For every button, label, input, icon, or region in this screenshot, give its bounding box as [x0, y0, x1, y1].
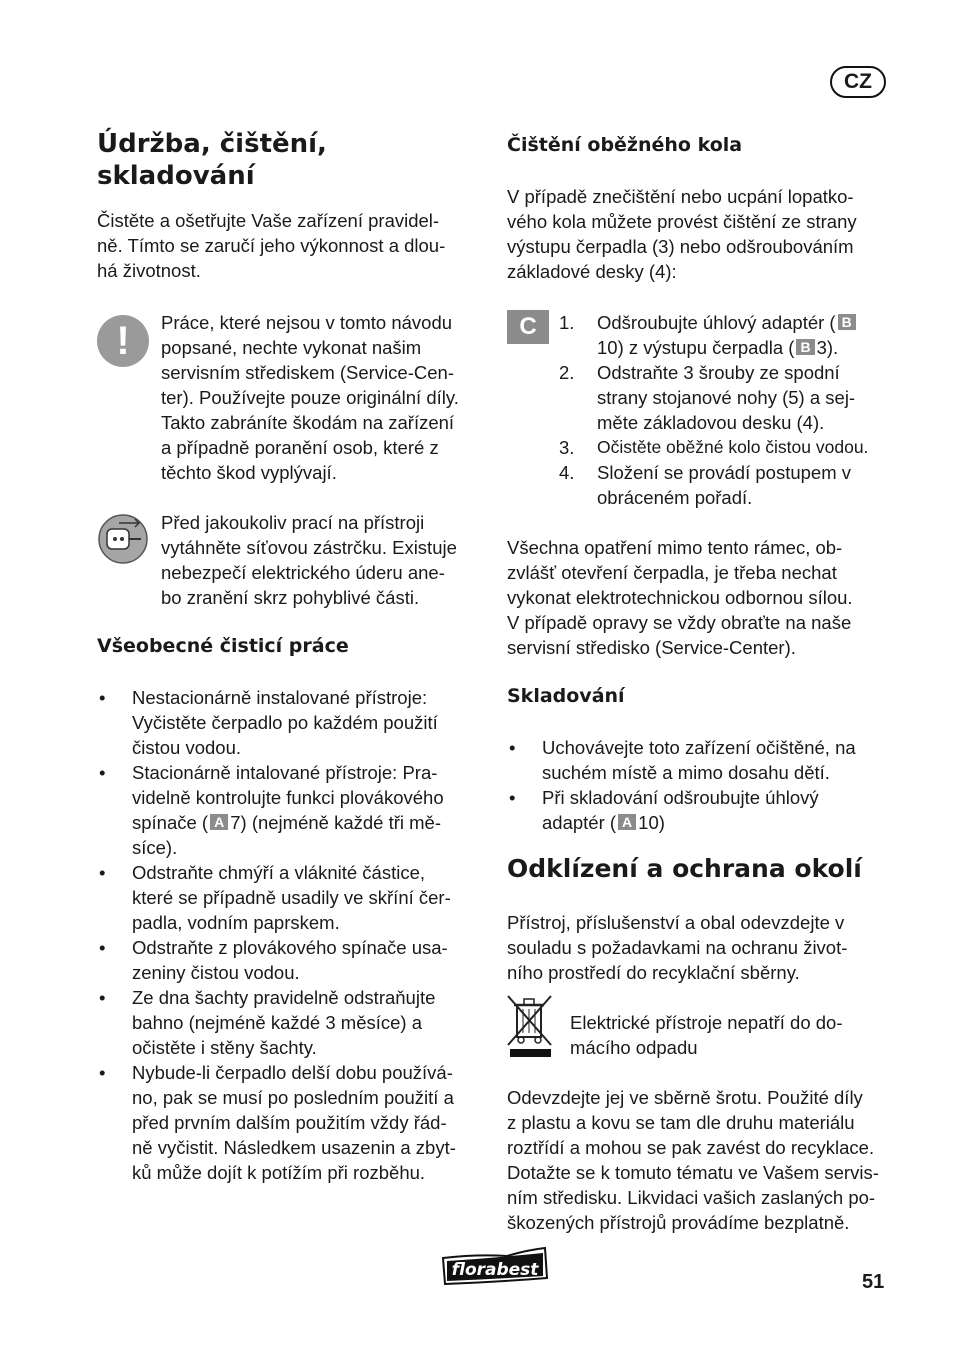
impeller-cleaning-heading: Čištění oběžného kola: [507, 134, 743, 156]
text-line: vého kola můžete provést čištění ze strany: [507, 211, 857, 232]
text-line: zvlášť otevření čerpadla, je třeba nechat: [507, 562, 837, 583]
text-line: ně vyčistit. Následkem usazenin a zbyt-: [132, 1137, 456, 1158]
text-line: • Odstraňte z plovákového spínače usa-: [132, 937, 448, 958]
text-line: V případě znečištění nebo ucpání lopatko-: [507, 186, 854, 207]
step-number: 3.: [559, 437, 575, 458]
text-line: strany stojanové nohy (5) a sej-: [597, 387, 856, 408]
step-number: 2.: [559, 362, 575, 383]
text-span: Odšroubujte úhlový adaptér (: [597, 312, 836, 333]
unplug-icon: [97, 513, 149, 565]
text-line: Odevzdejte jej ve sběrně šrotu. Použité díly: [507, 1087, 863, 1108]
text-line: Práce, které nejsou v tomto návodu: [161, 312, 453, 333]
text-line: videlně kontrolujte funkci plovákového: [132, 787, 444, 808]
text-line: Všechna opatření mimo tento rámec, ob-: [507, 537, 843, 558]
text-line: no, pak se musí po posledním použití a: [132, 1087, 454, 1108]
text-line: bahno (nejméně každé 3 měsíce) a: [132, 1012, 423, 1033]
text-line: ter). Používejte pouze originální díly.: [161, 387, 459, 408]
figure-reference-badge: A: [618, 814, 636, 830]
list-item: [97, 985, 492, 1060]
list-item: [97, 685, 492, 760]
text-line: V případě opravy se vždy obraťte na naše: [507, 612, 852, 633]
list-item: [97, 860, 492, 935]
warning-exclamation-icon: !: [97, 315, 149, 367]
storage-list: [507, 735, 902, 835]
text-line: zeniny čistou vodou.: [132, 962, 300, 983]
text-line: vykonat elektrotechnickou odbornou sílou.: [507, 587, 853, 608]
text-line: těchto škod vyplývají.: [161, 462, 337, 483]
disposal-heading: Odklízení a ochrana okolí: [507, 854, 862, 883]
florabest-logo: [437, 1246, 551, 1288]
impeller-steps-list: [507, 310, 902, 510]
disposal-paragraph: [507, 1085, 902, 1235]
text-line: • Při skladování odšroubujte úhlový: [542, 787, 819, 808]
text-line: mácího odpadu: [570, 1037, 698, 1058]
text-line: ků může dojít k potížím při rozběhu.: [132, 1162, 426, 1183]
text-line: • Odstraňte chmýří a vláknité částice,: [132, 862, 426, 883]
text-line: servisní středisko (Service-Center).: [507, 637, 796, 658]
storage-heading: Skladování: [507, 685, 625, 707]
text-line: Přístroj, příslušenství a obal odevzdejte v: [507, 912, 845, 933]
intro-paragraph: [97, 208, 477, 283]
step-number: 1.: [559, 312, 575, 333]
text-line: měte základovou desku (4).: [597, 412, 825, 433]
list-item: [507, 310, 902, 360]
text-line: [542, 810, 902, 835]
text-line: há životnost.: [97, 260, 201, 281]
weee-note: [570, 1010, 900, 1060]
text-line: před prvním dalším použitím vždy řád-: [132, 1112, 447, 1133]
text-span: 3).: [816, 337, 839, 358]
crossed-out-wheelie-bin-icon: [505, 993, 557, 1061]
text-line: Dotažte se k tomuto tématu ve Vašem servis-: [507, 1162, 879, 1183]
text-line: výstupu čerpadla (3) nebo odšroubováním: [507, 236, 854, 257]
list-item: [97, 1060, 492, 1185]
text-line: Odstraňte 3 šrouby ze spodní: [597, 362, 840, 383]
list-item: [507, 360, 902, 435]
text-line: roztřídí a mohou se pak zavést do recyklace.: [507, 1137, 875, 1158]
text-line: škozených přístrojů provádíme bezplatně.: [507, 1212, 850, 1233]
warning-paragraph: [161, 310, 491, 485]
figure-reference-badge: B: [838, 314, 856, 330]
text-line: • Nestacionárně instalované přístroje:: [132, 687, 428, 708]
measures-paragraph: [507, 535, 902, 660]
text-line: vytáhněte síťovou zástrčku. Existuje: [161, 537, 457, 558]
text-line: obráceném pořadí.: [597, 487, 753, 508]
text-line: bo zranění skrz pohyblivé části.: [161, 587, 420, 608]
text-span: adaptér (: [542, 812, 617, 833]
text-line: • Nybude-li čerpadlo delší dobu používá-: [132, 1062, 453, 1083]
text-line: ního prostředí do recyklační sběrny.: [507, 962, 800, 983]
impeller-intro-paragraph: [507, 184, 902, 284]
text-line: • Ze dna šachty pravidelně odstraňujte: [132, 987, 436, 1008]
general-cleaning-list: [97, 685, 492, 1185]
text-span: 7) (nejméně každé tři mě-: [230, 812, 442, 833]
text-line: padla, vodním paprskem.: [132, 912, 340, 933]
page-number: 51: [862, 1271, 885, 1293]
brand-text: florabest: [451, 1260, 539, 1280]
step-number: 4.: [559, 462, 575, 483]
text-line: ním středisku. Likvidaci vašich zaslaných po-: [507, 1187, 876, 1208]
text-line: základové desky (4):: [507, 261, 677, 282]
text-line: a případně poranění osob, které z: [161, 437, 439, 458]
text-line: které se případně usadily ve skříní čer-: [132, 887, 451, 908]
text-line: Očistěte oběžné kolo čistou vodou.: [597, 437, 869, 457]
text-line: síce).: [132, 837, 178, 858]
text-line: Elektrické přístroje nepatří do do-: [570, 1012, 843, 1033]
text-line: ně. Tímto se zaručí jeho výkonnost a dlou-: [97, 235, 446, 256]
list-item: [97, 935, 492, 985]
list-item: [97, 760, 492, 860]
list-item: [507, 460, 902, 510]
list-item: [507, 735, 902, 785]
text-line: [597, 335, 902, 360]
list-item: [507, 435, 902, 460]
figure-reference-badge: A: [210, 814, 228, 830]
language-badge: CZ: [830, 66, 886, 98]
text-line: z plastu a kovu se tam dle druhu materiálu: [507, 1112, 855, 1133]
text-line: servisním střediskem (Service-Cen-: [161, 362, 454, 383]
text-line: souladu s požadavkami na ochranu život-: [507, 937, 848, 958]
text-line: nebezpečí elektrického úderu ane-: [161, 562, 445, 583]
text-line: [597, 310, 902, 335]
text-line: Takto zabráníte škodám na zařízení: [161, 412, 455, 433]
text-line: čistou vodou.: [132, 737, 242, 758]
text-line: Čistěte a ošetřujte Vaše zařízení pravidel-: [97, 210, 440, 231]
list-item: [507, 785, 902, 835]
general-cleaning-heading: Všeobecné čisticí práce: [97, 635, 349, 657]
unplug-paragraph: [161, 510, 491, 610]
text-line: Složení se provádí postupem v: [597, 462, 852, 483]
disposal-intro-paragraph: [507, 910, 902, 985]
text-line: [132, 810, 492, 835]
text-line: suchém místě a mimo dosahu dětí.: [542, 762, 830, 783]
figure-c-tag: C: [507, 310, 549, 344]
text-line: • Uchovávejte toto zařízení očištěné, na: [542, 737, 856, 758]
text-line: očistěte i stěny šachty.: [132, 1037, 317, 1058]
text-span: 10): [638, 812, 665, 833]
text-line: Vyčistěte čerpadlo po každém použití: [132, 712, 438, 733]
text-line: • Stacionárně intalované přístroje: Pra-: [132, 762, 438, 783]
figure-reference-badge: B: [796, 339, 814, 355]
text-span: 10) z výstupu čerpadla (: [597, 337, 795, 358]
text-line: Před jakoukoliv prací na přístroji: [161, 512, 425, 533]
section-title: Údržba, čištění, skladování: [97, 129, 327, 191]
text-line: popsané, nechte vykonat našim: [161, 337, 422, 358]
text-span: spínače (: [132, 812, 209, 833]
